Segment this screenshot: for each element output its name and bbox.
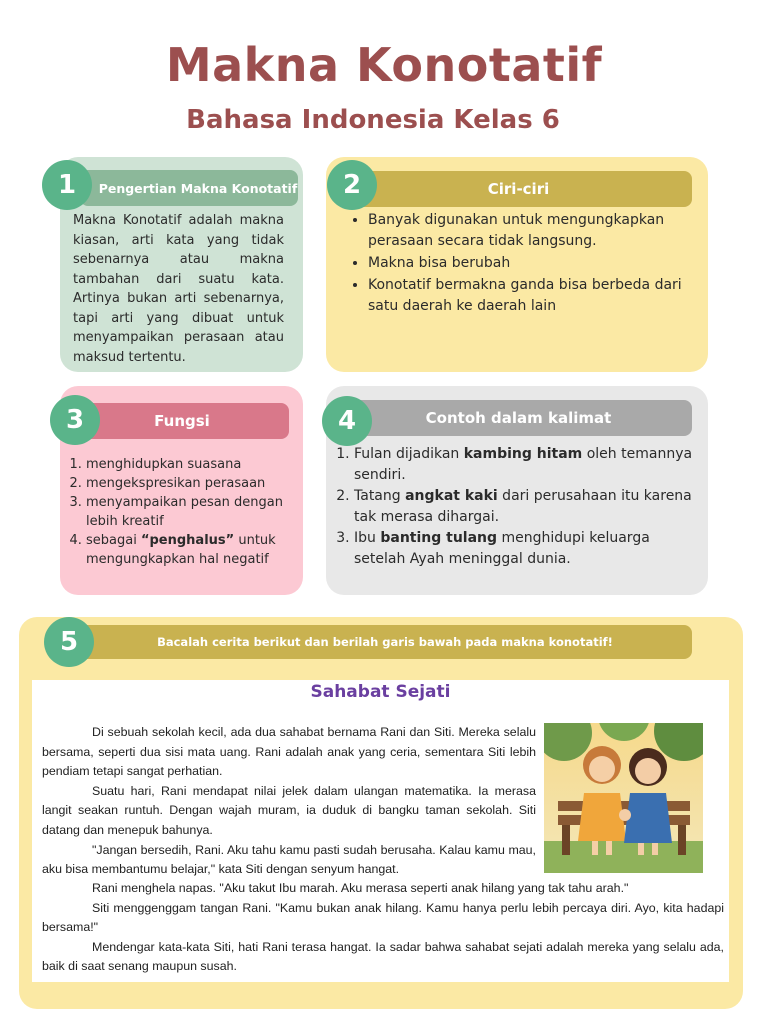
story-title: Sahabat Sejati [310,682,451,702]
list-item: • Banyak digunakan untuk mengungkapkan perasaan secara tidak langsung. [368,210,690,252]
story-paragraph: Mendengar kata-kata Siti, hati Rani terasa hangat. Ia sadar bahwa sahabat sejati adalah mereka yang selalu ada, baik di saat senang maupun susah. [42,939,724,974]
card-fungsi-header [75,403,289,439]
story-paragraph: Rani menghela napas. "Aku takut Ibu marah. Aku merasa seperti anak hilang yang tak tahu arah." [92,881,629,895]
list-item: • Konotatif bermakna ganda bisa berbeda dari satu daerah ke daerah lain [368,275,690,317]
number-badge-1: 1 [42,160,92,210]
list-item: 2. mengekspresikan perasaan [86,474,293,493]
card-contoh-header [345,400,692,436]
example-item: 2. Tatang angkat kaki dari perusahaan itu karena tak merasa dihargai. [354,486,694,528]
card-cerita-header-label: Bacalah cerita berikut dan berilah garis bawah pada makna konotatif! [157,635,613,649]
card-pengertian-text: Makna Konotatif adalah makna kiasan, arti kata yang tidak sebenarnya atau makna tambahan dari suatu kata. Artinya bukan arti sebenarnya, tapi arti yang dibuat untuk menyampaikan perasaan atau maksud tertentu. [73,213,284,365]
list-item: 3. menyampaikan pesan dengan lebih kreatif [86,493,293,531]
story-paragraph: Siti menggenggam tangan Rani. "Kamu bukan anak hilang. Kamu hanya perlu lebih percaya diri. Ayo, kita hadapi bersama!" [42,900,724,935]
card-contoh-list [336,444,694,570]
card-ciri-ciri-header [345,171,692,207]
story-paragraph: "Jangan bersedih, Rani. Aku tahu kamu pasti sudah berusaha. Kalau kamu mau, aku bisa membantumu belajar," kata Siti dengan senyum hangat. [42,842,536,877]
number-badge-5: 5 [44,617,94,667]
list-item: 4. sebagai “penghalus” untuk mengungkapkan hal negatif [86,531,293,569]
story-paragraph: Suatu hari, Rani mendapat nilai jelek dalam ulangan matematika. Ia merasa langit seakan runtuh. Dengan wajah muram, ia duduk di bangku taman sekolah. Siti datang dan menepuk bahunya. [42,783,536,837]
page-title: Makna Konotatif [165,38,603,92]
example-item: 3. Ibu banting tulang menghidupi keluarga setelah Ayah meninggal dunia. [354,528,694,570]
card-fungsi-header-label: Fungsi [154,412,210,430]
number-badge-2: 2 [327,160,377,210]
page-subtitle: Bahasa Indonesia Kelas 6 [186,105,560,135]
card-ciri-ciri-list [350,210,690,318]
card-ciri-ciri-header-label: Ciri-ciri [487,180,550,198]
example-item: 1. Fulan dijadikan kambing hitam oleh temannya sendiri. [354,444,694,486]
story-panel [32,680,729,982]
list-item: • Makna bisa berubah [368,253,690,274]
story-paragraphs-bottom [42,879,724,977]
story-paragraphs-top [42,723,536,880]
story-paragraph: Di sebuah sekolah kecil, ada dua sahabat bernama Rani dan Siti. Mereka selalu bersama, seperti dua sisi mata uang. Rani adalah anak yang ceria, sementara Siti lebih pendiam tetapi sangat perhatian. [42,725,536,779]
number-badge-3: 3 [50,395,100,445]
number-badge-4: 4 [322,396,372,446]
card-pengertian-header-label: Pengertian Makna Konotatif [98,180,298,196]
card-fungsi-list [68,455,293,569]
story-illustration [544,723,703,873]
card-pengertian-header [80,170,298,206]
card-contoh-header-label: Contoh dalam kalimat [425,409,612,427]
card-cerita-header [78,625,692,659]
list-item: 1. menghidupkan suasana [86,455,293,474]
